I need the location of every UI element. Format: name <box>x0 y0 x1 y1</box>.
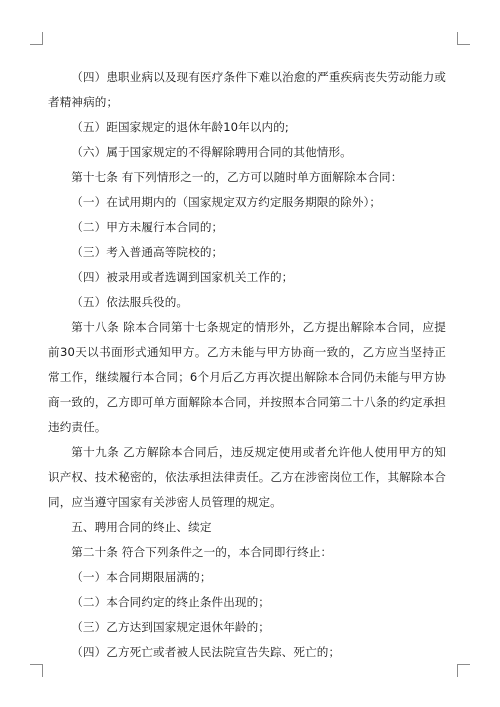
article-paragraph: 第十九条 乙方解除本合同后，违反规定使用或者允许他人使用甲方的知识产权、技术秘密的，依法承担法律责任。乙方在涉密岗位工作，其解除本合同，应当遵守国家有关涉密人员管理的规定。 <box>48 445 446 509</box>
clause-item: （四）患职业病以及现有医疗条件下难以治愈的严重疾病丧失劳动能力或者精神病的； <box>48 70 446 109</box>
clause-item: （五）距国家规定的退休年龄10年以内的; <box>71 120 289 134</box>
article-paragraph: 第十八条 除本合同第十七条规定的情形外，乙方提出解除本合同，应提前30天以书面形式通知甲方。乙方未能与甲方协商一致的，乙方应当坚持正常工作，继续履行本合同；6个月后乙方再次提出解除本合同仍未能与甲方协商一致的，乙方即可单方面解除本合同，并按照本合同第二十八条的约定承担违约责任。 <box>48 320 446 434</box>
crop-mark-bottom-right <box>457 664 470 677</box>
crop-mark-top-right <box>457 32 470 45</box>
clause-item: （二）本合同约定的终止条件出现的； <box>71 595 270 609</box>
clause-item: （四）被录用或者选调到国家机关工作的； <box>71 270 294 284</box>
clause-item: （四）乙方死亡或者被人民法院宣告失踪、死亡的； <box>71 645 341 659</box>
document-body <box>48 65 446 665</box>
clause-item: （一）在试用期内的（国家规定双方约定服务期限的除外）； <box>71 195 382 209</box>
crop-mark-bottom-left <box>30 664 43 677</box>
clause-item: （一）本合同期限届满的； <box>71 570 212 584</box>
clause-item: （三）考入普通高等院校的； <box>71 245 224 259</box>
clause-item: （六）属于国家规定的不得解除聘用合同的其他情形。 <box>71 145 352 159</box>
article-paragraph: 第十七条 有下列情形之一的，乙方可以随时单方面解除本合同： <box>71 170 403 184</box>
clause-item: （二）甲方未履行本合同的； <box>71 220 224 234</box>
article-paragraph: 第二十条 符合下列条件之一的，本合同即行终止： <box>71 545 333 559</box>
clause-item: （三）乙方达到国家规定退休年龄的； <box>71 620 270 634</box>
clause-item: （五）依法服兵役的。 <box>71 295 189 309</box>
crop-mark-top-left <box>30 32 43 45</box>
section-heading: 五、聘用合同的终止、续定 <box>71 520 212 534</box>
